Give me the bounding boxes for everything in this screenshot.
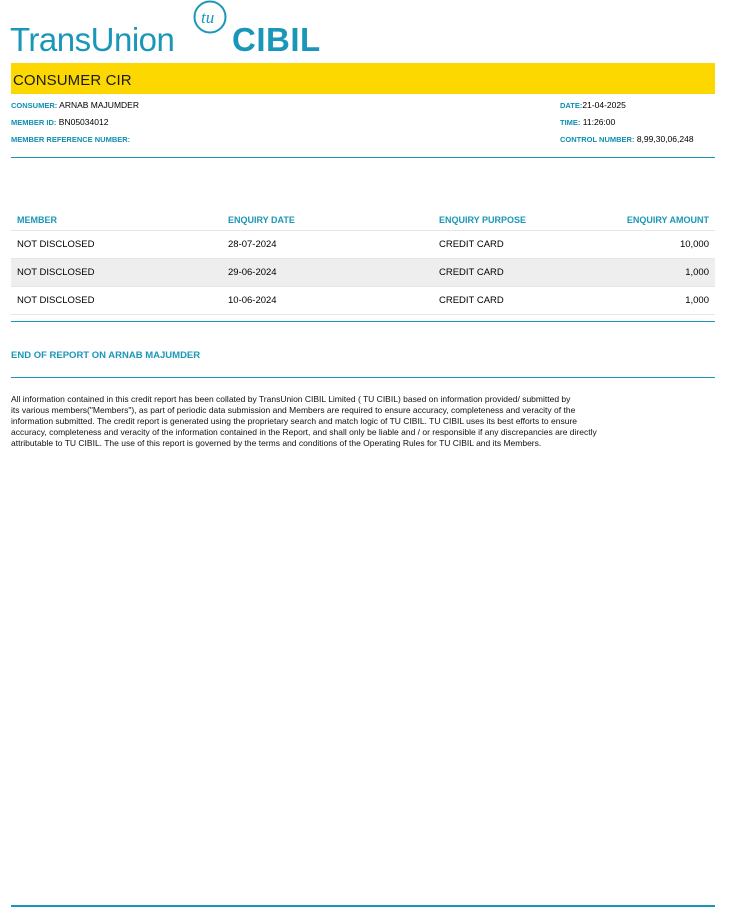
report-title: CONSUMER CIR: [13, 72, 132, 89]
report-title-bar: [11, 63, 715, 94]
member-ref-label: MEMBER REFERENCE NUMBER:: [11, 135, 131, 144]
consumer-name: ARNAB MAJUMDER: [59, 100, 139, 110]
date-label: DATE:: [560, 101, 583, 110]
disclaimer-text: [11, 394, 717, 449]
table-row: [11, 286, 715, 314]
disclaimer-line: information submitted. The credit report is generated using the proprietary search and match logic of TU CIBIL. TU CIBIL uses its best efforts to ensure: [11, 416, 578, 427]
page-bottom-divider: [11, 905, 715, 907]
cell-member: NOT DISCLOSED: [11, 286, 222, 314]
member-ref-row: [11, 131, 139, 148]
cell-enquiry-date: 29-06-2024: [222, 258, 433, 286]
disclaimer-line: attributable to TU CIBIL. The use of this report is governed by the terms and conditions of the Operating Rules for TU CIBIL and its Members.: [11, 438, 542, 449]
time-label: TIME:: [560, 118, 581, 127]
cell-enquiry-amount: 1,000: [583, 286, 715, 314]
logo-text-cibil: CIBIL: [232, 21, 321, 58]
member-id-value: BN05034012: [58, 117, 109, 127]
member-id-row: [11, 114, 139, 131]
header-divider: [11, 157, 715, 158]
table-divider: [11, 321, 715, 322]
date-row: [560, 97, 694, 114]
header-enquiry-date: ENQUIRY DATE: [222, 207, 433, 230]
logo-text-transunion: TransUnion: [10, 21, 175, 58]
cell-enquiry-amount: 10,000: [583, 230, 715, 258]
logo-graphic: [10, 0, 340, 60]
disclaimer-line: its various members("Members"), as part of periodic data submission and Members are required to ensure accuracy, completeness and veracity of the: [11, 405, 576, 416]
consumer-row: [11, 97, 139, 114]
table-row: [11, 230, 715, 258]
header-member: MEMBER: [11, 207, 222, 230]
table-row: [11, 258, 715, 286]
transunion-cibil-logo: [10, 0, 340, 60]
cell-enquiry-purpose: CREDIT CARD: [433, 258, 583, 286]
end-of-report-heading: END OF REPORT ON ARNAB MAJUMDER: [11, 350, 201, 361]
cell-enquiry-amount: 1,000: [583, 258, 715, 286]
member-id-label: MEMBER ID:: [11, 118, 57, 127]
end-of-report-divider: [11, 377, 715, 378]
cell-member: NOT DISCLOSED: [11, 258, 222, 286]
cell-member: NOT DISCLOSED: [11, 230, 222, 258]
cell-enquiry-date: 28-07-2024: [222, 230, 433, 258]
time-row: [560, 114, 694, 131]
control-number-row: [560, 131, 694, 148]
time-value: 11:26:00: [582, 117, 616, 127]
consumer-label: CONSUMER:: [11, 101, 58, 110]
disclaimer-line: accuracy, completeness and veracity of the information contained in the Report, and shall only be liable and / or responsible if any discrepancies are directly: [11, 427, 597, 438]
cell-enquiry-purpose: CREDIT CARD: [433, 230, 583, 258]
date-value: 21-04-2025: [582, 100, 626, 110]
logo-tu-text: tu: [201, 8, 215, 27]
header-enquiry-purpose: ENQUIRY PURPOSE: [433, 207, 583, 230]
consumer-info-block: [11, 97, 139, 148]
control-number-value: 8,99,30,06,248: [636, 134, 694, 144]
control-number-label: CONTROL NUMBER:: [560, 135, 635, 144]
enquiry-table: [11, 207, 715, 315]
cell-enquiry-date: 10-06-2024: [222, 286, 433, 314]
header-enquiry-amount: ENQUIRY AMOUNT: [583, 207, 715, 230]
disclaimer-line: All information contained in this credit report has been collated by TransUnion CIBIL Limited ( TU CIBIL) based on information provided/ submitted by: [11, 394, 571, 404]
report-meta-block: [560, 97, 694, 148]
cell-enquiry-purpose: CREDIT CARD: [433, 286, 583, 314]
enquiry-table-header: [11, 207, 715, 230]
